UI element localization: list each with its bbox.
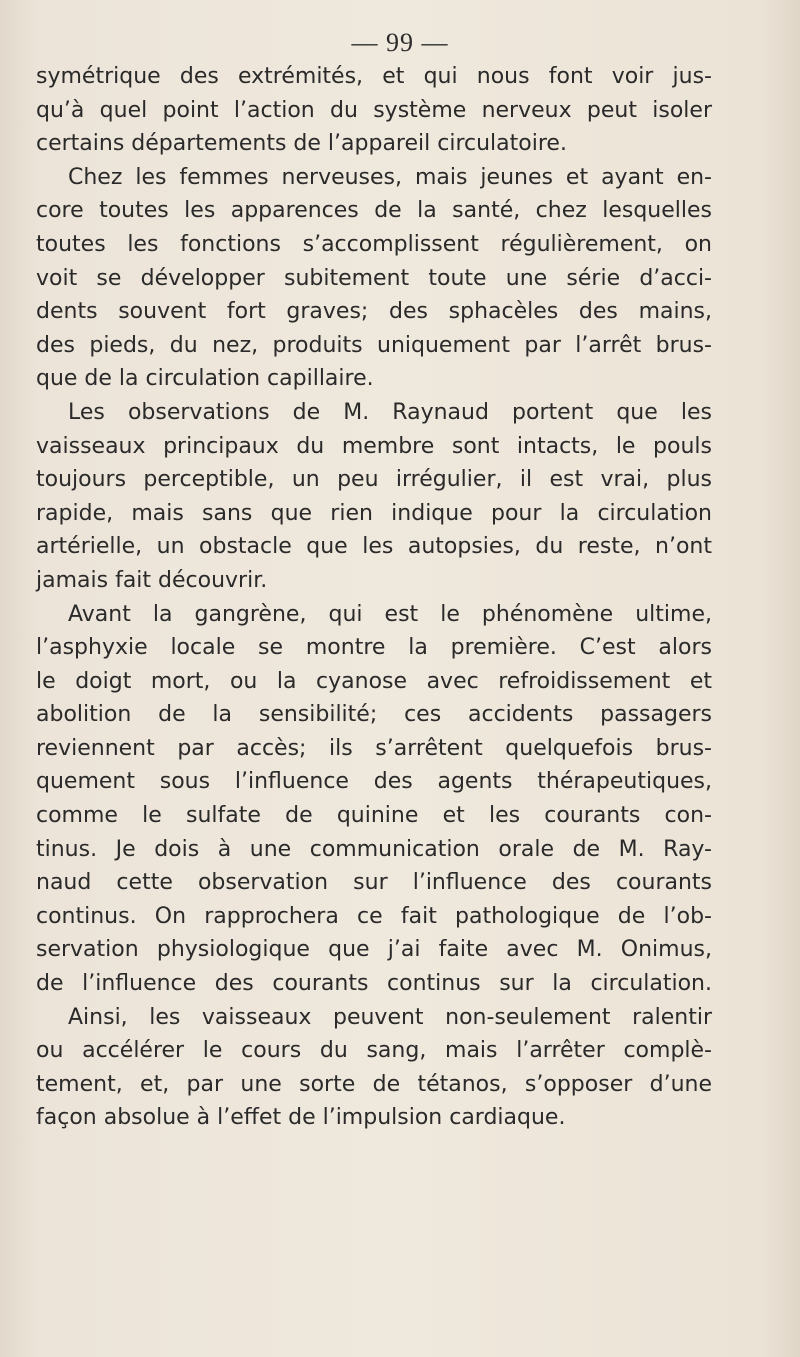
text-line: voit se développer subitement toute une série d’acci-: [36, 265, 712, 291]
text-line: naud cette observation sur l’influence des courants: [36, 870, 712, 896]
text-line: quement sous l’influence des agents thérapeutiques,: [36, 769, 712, 795]
text-line: comme le sulfate de quinine et les courants con-: [36, 803, 712, 829]
text-line: tinus. Je dois à une communication orale de M. Ray-: [36, 836, 712, 862]
text-line: Chez les femmes nerveuses, mais jeunes et ayant en-: [68, 164, 712, 190]
text-line: Avant la gangrène, qui est le phénomène ultime,: [68, 601, 712, 627]
text-line: servation physiologique que j’ai faite avec M. Onimus,: [36, 937, 712, 963]
text-line: vaisseaux principaux du membre sont intacts, le pouls: [36, 433, 712, 459]
text-line: dents souvent fort graves; des sphacèles des mains,: [36, 299, 712, 325]
text-line: l’asphyxie locale se montre la première. C’est alors: [36, 635, 712, 661]
text-line: core toutes les apparences de la santé, chez lesquelles: [36, 198, 712, 224]
text-line: reviennent par accès; ils s’arrêtent quelquefois brus-: [36, 735, 712, 761]
text-line: ou accélérer le cours du sang, mais l’arrêter complè-: [36, 1038, 712, 1064]
body-text: [36, 60, 712, 1135]
text-line: abolition de la sensibilité; ces accidents passagers: [36, 702, 712, 728]
text-line: rapide, mais sans que rien indique pour la circulation: [36, 500, 712, 526]
text-line: toutes les fonctions s’accomplissent régulièrement, on: [36, 231, 712, 257]
page-number: — 99 —: [351, 28, 449, 57]
text-line: de l’influence des courants continus sur la circulation.: [36, 971, 712, 997]
text-line: Les observations de M. Raynaud portent que les: [68, 399, 712, 425]
text-line: toujours perceptible, un peu irrégulier, il est vrai, plus: [36, 467, 712, 493]
text-line: symétrique des extrémités, et qui nous font voir jus-: [36, 64, 712, 89]
text-line: Ainsi, les vaisseaux peuvent non-seulement ralentir: [68, 1004, 712, 1030]
text-line: continus. On rapprochera ce fait pathologique de l’ob-: [36, 903, 712, 929]
text-line: jamais fait découvrir.: [36, 567, 268, 593]
text-line: tement, et, par une sorte de tétanos, s’opposer d’une: [36, 1071, 712, 1097]
text-line: que de la circulation capillaire.: [36, 366, 374, 392]
text-line: des pieds, du nez, produits uniquement par l’arrêt brus-: [36, 332, 712, 358]
text-line: qu’à quel point l’action du système nerveux peut isoler: [36, 97, 712, 123]
text-line: façon absolue à l’effet de l’impulsion cardiaque.: [36, 1105, 566, 1131]
text-line: artérielle, un obstacle que les autopsies, du reste, n’ont: [36, 534, 712, 560]
text-line: certains départements de l’appareil circulatoire.: [36, 131, 567, 157]
text-line: le doigt mort, ou la cyanose avec refroidissement et: [36, 668, 712, 694]
